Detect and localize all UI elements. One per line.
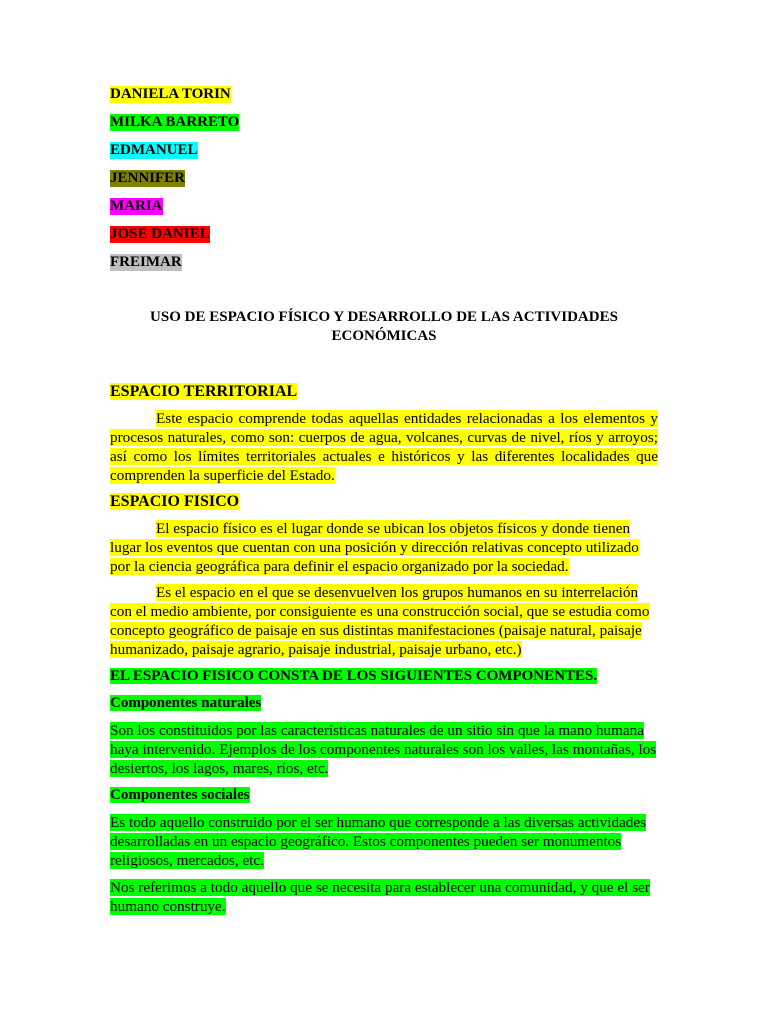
author-name-jennifer: JENNIFER [110,170,186,186]
heading-espacio-territorial: ESPACIO TERRITORIAL [110,383,298,400]
paragraph-espacio-territorial: Este espacio comprende todas aquellas entidades relacionadas a los elementos y procesos naturales, como son: cuerpos de agua, volcanes, curvas de nivel, ríos y arroyos; así como los límites territoriales actuales e históricos y las diferentes localidades que comprenden la superficie del Estado. [110,410,658,484]
heading-componentes: EL ESPACIO FISICO CONSTA DE LOS SIGUIENTES COMPONENTES. [110,668,598,684]
heading-componentes-naturales: Componentes naturales [110,695,262,711]
document-title-line2: ECONÓMICAS [331,328,437,344]
author-name-edmanuel: EDMANUEL [110,142,198,158]
document-title-line1: USO DE ESPACIO FÍSICO Y DESARROLLO DE LAS ACTIVIDADES [150,309,618,325]
author-name-maria: MARIA [110,198,163,214]
heading-componentes-sociales: Componentes sociales [110,787,250,803]
author-name-freimar: FREIMAR [110,254,182,270]
document-title [110,308,658,346]
paragraph-componentes-sociales-2: Nos referimos a todo aquello que se necesita para establecer una comunidad, y que el ser humano construye. [110,879,650,915]
author-name-milka: MILKA BARRETO [110,114,240,130]
author-name-daniela: DANIELA TORIN [110,86,231,102]
paragraph-componentes-naturales: Son los constituidos por las características naturales de un sitio sin que la mano humana haya intervenido. Ejemplos de los componentes naturales son los valles, las montañas, los desiertos, los lagos, mares, ríos, etc. [110,722,657,777]
paragraph-espacio-fisico-2: Es el espacio en el que se desenvuelven los grupos humanos en su interrelación con el medio ambiente, por consiguiente es una construcción social, que se estudia como concepto geográfico de paisaje en sus distintas manifestaciones (paisaje natural, paisaje humanizado, paisaje agrario, paisaje industrial, paisaje urbano, etc.) [110,584,650,658]
heading-espacio-fisico: ESPACIO FISICO [110,493,240,510]
paragraph-componentes-sociales: Es todo aquello construido por el ser humano que corresponde a las diversas actividades desarrolladas en un espacio geográfico. Estos componentes pueden ser monumentos religiosos, mercados, etc. [110,814,647,869]
author-name-jose-daniel: JOSE DANIEL [110,226,210,242]
paragraph-espacio-fisico-1: El espacio físico es el lugar donde se ubican los objetos físicos y donde tienen lugar los eventos que cuentan con una posición y dirección relativas concepto utilizado por la ciencia geográfica para definir el espacio organizado por la sociedad. [110,520,639,575]
